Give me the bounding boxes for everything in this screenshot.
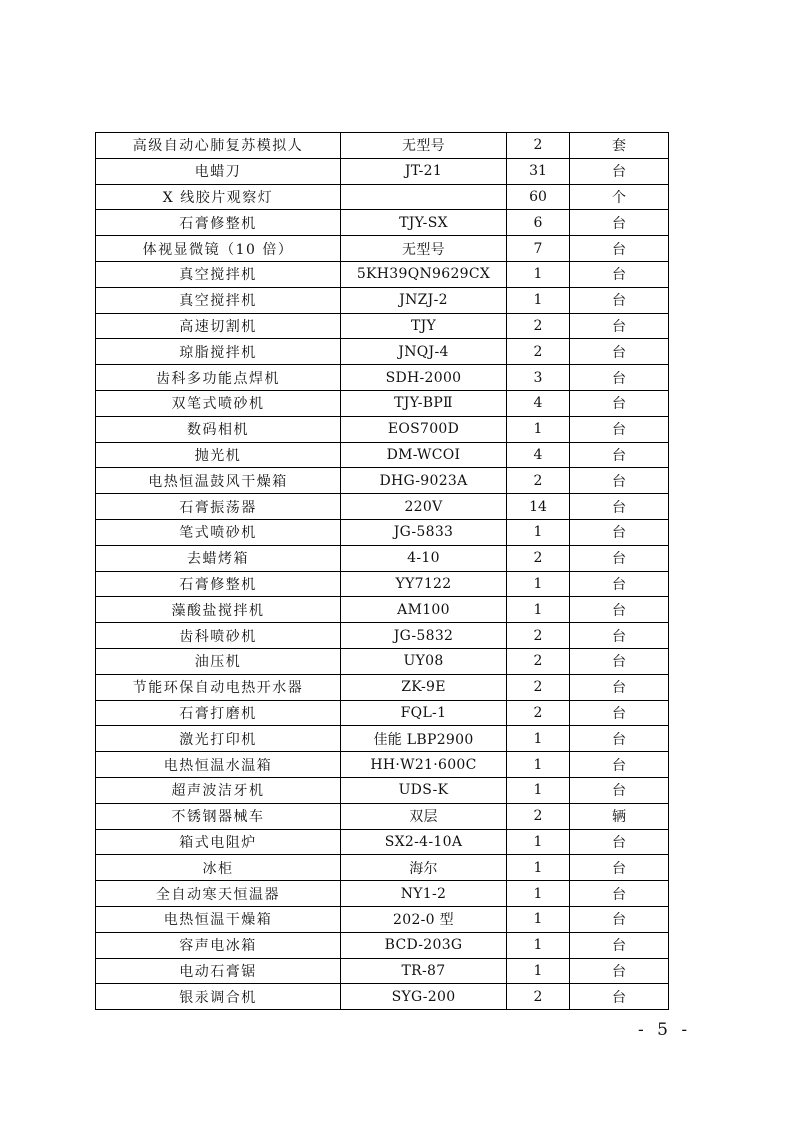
equipment-name-cell: 电热恒温水温箱 <box>96 752 341 778</box>
unit-cell: 台 <box>570 648 669 674</box>
table-row <box>96 984 669 1010</box>
equipment-name-cell: 冰柜 <box>96 855 341 881</box>
equipment-name-cell: 不锈钢器械车 <box>96 803 341 829</box>
quantity-cell: 1 <box>507 571 570 597</box>
unit-cell: 台 <box>570 855 669 881</box>
quantity-cell: 2 <box>507 674 570 700</box>
model-cell: TJY <box>341 313 507 339</box>
unit-cell: 台 <box>570 416 669 442</box>
table-row <box>96 468 669 494</box>
table-row <box>96 958 669 984</box>
unit-cell: 台 <box>570 571 669 597</box>
quantity-cell: 1 <box>507 777 570 803</box>
equipment-name-cell: 藻酸盐搅拌机 <box>96 597 341 623</box>
equipment-name-cell: 容声电冰箱 <box>96 932 341 958</box>
unit-cell: 台 <box>570 468 669 494</box>
equipment-name-cell: 去蜡烤箱 <box>96 545 341 571</box>
equipment-name-cell: 真空搅拌机 <box>96 287 341 313</box>
equipment-name-cell: 电蜡刀 <box>96 158 341 184</box>
model-cell: SDH-2000 <box>341 365 507 391</box>
model-cell: TR-87 <box>341 958 507 984</box>
table-row <box>96 829 669 855</box>
quantity-cell: 4 <box>507 442 570 468</box>
equipment-name-cell: 双笔式喷砂机 <box>96 390 341 416</box>
model-cell: YY7122 <box>341 571 507 597</box>
model-cell: 202-0 型 <box>341 906 507 932</box>
table-row <box>96 906 669 932</box>
model-cell: 220V <box>341 494 507 520</box>
unit-cell: 台 <box>570 700 669 726</box>
model-cell: TJY-SX <box>341 210 507 236</box>
equipment-name-cell: 高速切割机 <box>96 313 341 339</box>
model-cell: UY08 <box>341 648 507 674</box>
model-cell <box>341 184 507 210</box>
equipment-name-cell: 油压机 <box>96 648 341 674</box>
unit-cell: 台 <box>570 777 669 803</box>
quantity-cell: 6 <box>507 210 570 236</box>
table-row <box>96 133 669 159</box>
table-row <box>96 390 669 416</box>
model-cell: SYG-200 <box>341 984 507 1010</box>
model-cell: SX2-4-10A <box>341 829 507 855</box>
table-row <box>96 700 669 726</box>
equipment-name-cell: 数码相机 <box>96 416 341 442</box>
quantity-cell: 1 <box>507 906 570 932</box>
unit-cell: 台 <box>570 236 669 262</box>
equipment-name-cell: 体视显微镜（10 倍） <box>96 236 341 262</box>
equipment-name-cell: 真空搅拌机 <box>96 261 341 287</box>
table-row <box>96 803 669 829</box>
quantity-cell: 1 <box>507 829 570 855</box>
quantity-cell: 1 <box>507 261 570 287</box>
table-row <box>96 158 669 184</box>
quantity-cell: 4 <box>507 390 570 416</box>
quantity-cell: 1 <box>507 597 570 623</box>
equipment-name-cell: 激光打印机 <box>96 726 341 752</box>
table-row <box>96 674 669 700</box>
unit-cell: 台 <box>570 390 669 416</box>
equipment-name-cell: 笔式喷砂机 <box>96 519 341 545</box>
model-cell: NY1-2 <box>341 881 507 907</box>
unit-cell: 台 <box>570 158 669 184</box>
unit-cell: 台 <box>570 674 669 700</box>
table-row <box>96 519 669 545</box>
equipment-name-cell: 抛光机 <box>96 442 341 468</box>
unit-cell: 辆 <box>570 803 669 829</box>
page-number: - 5 - <box>638 1020 692 1040</box>
table-row <box>96 339 669 365</box>
quantity-cell: 2 <box>507 313 570 339</box>
unit-cell: 台 <box>570 752 669 778</box>
quantity-cell: 1 <box>507 726 570 752</box>
table-row <box>96 648 669 674</box>
model-cell: BCD-203G <box>341 932 507 958</box>
table-row <box>96 855 669 881</box>
quantity-cell: 7 <box>507 236 570 262</box>
equipment-name-cell: X 线胶片观察灯 <box>96 184 341 210</box>
equipment-name-cell: 琼脂搅拌机 <box>96 339 341 365</box>
unit-cell: 台 <box>570 984 669 1010</box>
table-row <box>96 881 669 907</box>
model-cell: JT-21 <box>341 158 507 184</box>
quantity-cell: 2 <box>507 339 570 365</box>
model-cell: JNZJ-2 <box>341 287 507 313</box>
model-cell: 5KH39QN9629CX <box>341 261 507 287</box>
quantity-cell: 1 <box>507 932 570 958</box>
equipment-name-cell: 石膏修整机 <box>96 210 341 236</box>
quantity-cell: 1 <box>507 519 570 545</box>
equipment-name-cell: 电热恒温干燥箱 <box>96 906 341 932</box>
unit-cell: 个 <box>570 184 669 210</box>
equipment-name-cell: 高级自动心肺复苏模拟人 <box>96 133 341 159</box>
model-cell: 4-10 <box>341 545 507 571</box>
table-row <box>96 932 669 958</box>
unit-cell: 台 <box>570 442 669 468</box>
unit-cell: 台 <box>570 261 669 287</box>
equipment-name-cell: 电动石膏锯 <box>96 958 341 984</box>
table-row <box>96 597 669 623</box>
table-row <box>96 442 669 468</box>
model-cell: AM100 <box>341 597 507 623</box>
table-row <box>96 623 669 649</box>
unit-cell: 台 <box>570 339 669 365</box>
unit-cell: 台 <box>570 365 669 391</box>
unit-cell: 台 <box>570 623 669 649</box>
model-cell: JNQJ-4 <box>341 339 507 365</box>
model-cell: 无型号 <box>341 133 507 159</box>
model-cell: JG-5833 <box>341 519 507 545</box>
table-row <box>96 545 669 571</box>
model-cell: 无型号 <box>341 236 507 262</box>
table-row <box>96 184 669 210</box>
unit-cell: 台 <box>570 829 669 855</box>
equipment-table <box>95 132 669 1010</box>
unit-cell: 台 <box>570 597 669 623</box>
quantity-cell: 2 <box>507 700 570 726</box>
model-cell: HH·W21·600C <box>341 752 507 778</box>
quantity-cell: 1 <box>507 752 570 778</box>
unit-cell: 台 <box>570 313 669 339</box>
model-cell: FQL-1 <box>341 700 507 726</box>
quantity-cell: 60 <box>507 184 570 210</box>
quantity-cell: 1 <box>507 881 570 907</box>
equipment-name-cell: 全自动寒天恒温器 <box>96 881 341 907</box>
equipment-name-cell: 齿科喷砂机 <box>96 623 341 649</box>
unit-cell: 台 <box>570 210 669 236</box>
unit-cell: 台 <box>570 932 669 958</box>
table-row <box>96 777 669 803</box>
quantity-cell: 14 <box>507 494 570 520</box>
quantity-cell: 2 <box>507 468 570 494</box>
unit-cell: 台 <box>570 881 669 907</box>
model-cell: TJY-BPⅡ <box>341 390 507 416</box>
equipment-name-cell: 电热恒温鼓风干燥箱 <box>96 468 341 494</box>
unit-cell: 台 <box>570 287 669 313</box>
equipment-name-cell: 超声波洁牙机 <box>96 777 341 803</box>
equipment-name-cell: 齿科多功能点焊机 <box>96 365 341 391</box>
unit-cell: 台 <box>570 519 669 545</box>
model-cell: DM-WCOI <box>341 442 507 468</box>
equipment-name-cell: 箱式电阻炉 <box>96 829 341 855</box>
table-row <box>96 210 669 236</box>
model-cell: ZK-9E <box>341 674 507 700</box>
model-cell: JG-5832 <box>341 623 507 649</box>
table-row <box>96 752 669 778</box>
model-cell: EOS700D <box>341 416 507 442</box>
table-row <box>96 313 669 339</box>
unit-cell: 台 <box>570 494 669 520</box>
quantity-cell: 2 <box>507 984 570 1010</box>
equipment-name-cell: 石膏打磨机 <box>96 700 341 726</box>
equipment-name-cell: 石膏振荡器 <box>96 494 341 520</box>
table-row <box>96 494 669 520</box>
model-cell: DHG-9023A <box>341 468 507 494</box>
quantity-cell: 31 <box>507 158 570 184</box>
quantity-cell: 1 <box>507 958 570 984</box>
model-cell: 海尔 <box>341 855 507 881</box>
unit-cell: 台 <box>570 958 669 984</box>
quantity-cell: 2 <box>507 545 570 571</box>
quantity-cell: 2 <box>507 803 570 829</box>
table-row <box>96 236 669 262</box>
equipment-name-cell: 节能环保自动电热开水器 <box>96 674 341 700</box>
quantity-cell: 1 <box>507 855 570 881</box>
unit-cell: 台 <box>570 906 669 932</box>
quantity-cell: 1 <box>507 416 570 442</box>
table-row <box>96 365 669 391</box>
table-row <box>96 726 669 752</box>
equipment-name-cell: 银汞调合机 <box>96 984 341 1010</box>
unit-cell: 台 <box>570 545 669 571</box>
table-row <box>96 287 669 313</box>
quantity-cell: 3 <box>507 365 570 391</box>
table-row <box>96 416 669 442</box>
table-row <box>96 571 669 597</box>
equipment-name-cell: 石膏修整机 <box>96 571 341 597</box>
quantity-cell: 2 <box>507 648 570 674</box>
quantity-cell: 2 <box>507 133 570 159</box>
model-cell: UDS-K <box>341 777 507 803</box>
unit-cell: 台 <box>570 726 669 752</box>
model-cell: 佳能 LBP2900 <box>341 726 507 752</box>
model-cell: 双层 <box>341 803 507 829</box>
equipment-table-body <box>96 133 669 1010</box>
table-row <box>96 261 669 287</box>
quantity-cell: 2 <box>507 623 570 649</box>
unit-cell: 套 <box>570 133 669 159</box>
quantity-cell: 1 <box>507 287 570 313</box>
